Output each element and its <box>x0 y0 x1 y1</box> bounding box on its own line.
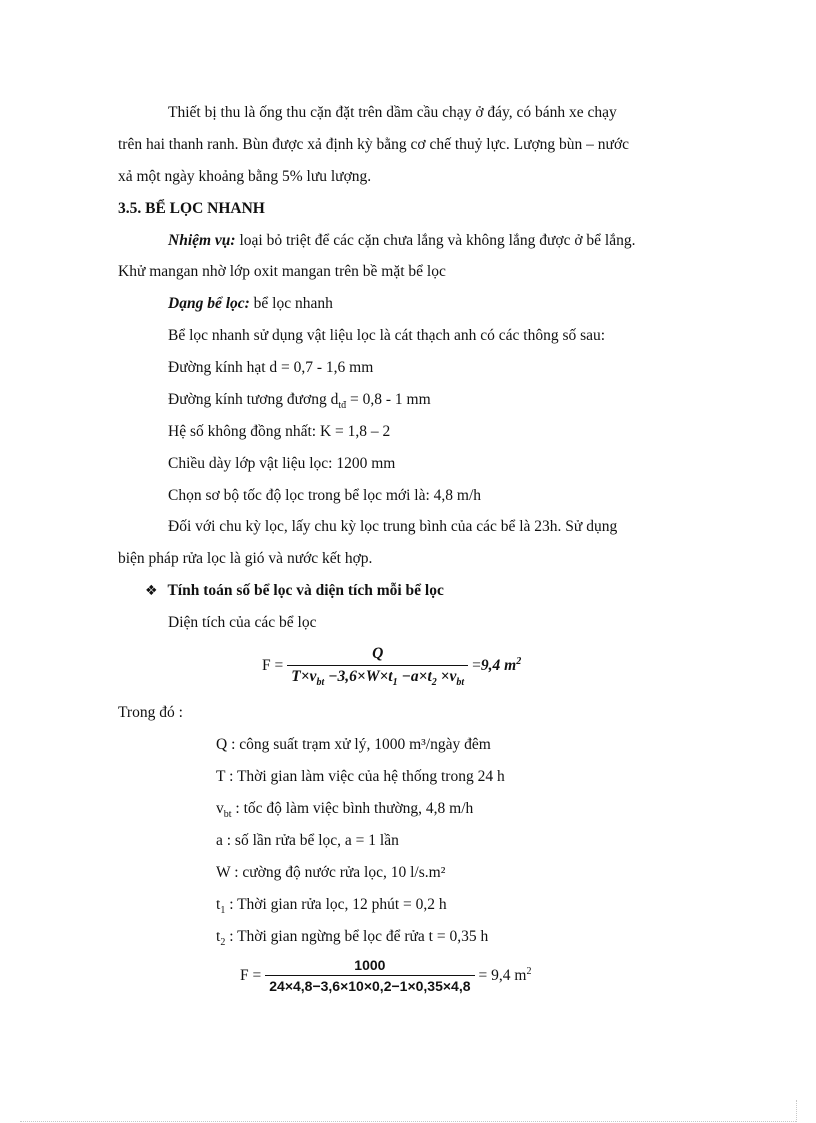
task-line <box>168 231 635 251</box>
spec-filter-speed: Chọn sơ bộ tốc độ lọc trong bể lọc mới là: 4,8 m/h <box>168 487 482 504</box>
specs-intro: Bể lọc nhanh sử dụng vật liệu lọc là cát thạch anh có các thông số sau: <box>168 327 606 344</box>
where-w: W : cường độ nước rửa lọc, 10 l/s.m² <box>216 864 446 881</box>
calc-heading: Tính toán số bể lọc và diện tích mỗi bể lọc <box>167 582 444 599</box>
where-label: Trong đó : <box>118 704 183 721</box>
paragraph-line: Thiết bị thu là ống thu cặn đặt trên dầm cầu chạy ở đáy, có bánh xe chạy <box>168 104 617 121</box>
where-t1: $t_1$ : Thời gian rửa lọc, 12 phút = 0,2 h <box>216 896 447 916</box>
page-edge-line <box>796 1100 797 1122</box>
calc-lhs: F = <box>240 966 262 984</box>
paragraph-line: trên hai thanh ranh. Bùn được xả định kỳ bằng cơ chế thuỷ lực. Lượng bùn – nước <box>118 136 630 153</box>
spec-equiv-diameter <box>168 390 431 410</box>
area-formula <box>262 645 521 686</box>
page-edge-line <box>20 1121 796 1122</box>
spec-equiv-prefix: Đường kính tương đương d <box>168 391 339 408</box>
filter-type-label: Dạng bể lọc: <box>168 295 250 312</box>
area-calculation <box>240 957 531 994</box>
paragraph-line: xả một ngày khoảng bằng 5% lưu lượng. <box>118 168 372 185</box>
calc-fraction <box>265 957 474 994</box>
filter-type-line <box>168 294 333 314</box>
calc-denominator: 24×4,8−3,6×10×0,2−1×0,35×4,8 <box>265 975 474 994</box>
spec-grain-diameter: Đường kính hạt d = 0,7 - 1,6 mm <box>168 359 374 376</box>
where-t: T : Thời gian làm việc của hệ thống trong 24 h <box>216 768 505 785</box>
formula-lhs: F = <box>262 656 284 674</box>
where-vbt: $v_{bt}$ : tốc độ làm việc bình thường, 4,8 m/h <box>216 800 474 820</box>
formula-fraction <box>287 645 468 686</box>
cycle-line: Đối với chu kỳ lọc, lấy chu kỳ lọc trung bình của các bể là 23h. Sử dụng <box>168 518 618 535</box>
calc-result: = 9,4 $m^2$ <box>478 965 532 984</box>
formula-denominator: $T\times v_{bt} -3,6\times W\times t_1 -a\times t_2 \times v_{bt}$ <box>287 665 468 686</box>
formula-equals: = <box>472 656 481 674</box>
formula-result: 9,4 $m^2$ <box>480 655 522 674</box>
section-heading: 3.5. BỂ LỌC NHANH <box>118 200 265 217</box>
formula-numerator: Q <box>372 645 384 662</box>
diamond-bullet-icon: ❖ <box>145 583 158 599</box>
task-line-2: Khử mangan nhờ lớp oxit mangan trên bề mặt bể lọc <box>118 263 446 280</box>
spec-equiv-sub: tđ <box>338 400 347 411</box>
calc-numerator: 1000 <box>354 957 386 973</box>
area-label: Diện tích của các bể lọc <box>168 614 317 631</box>
task-text: loại bỏ triệt để các cặn chưa lắng và không lắng được ở bể lắng. <box>235 232 636 249</box>
filter-type-value: bể lọc nhanh <box>249 295 333 312</box>
spec-nonuniformity: Hệ số không đồng nhất: K = 1,8 – 2 <box>168 423 391 440</box>
spec-layer-thickness: Chiều dày lớp vật liệu lọc: 1200 mm <box>168 455 396 472</box>
where-a: a : số lần rửa bể lọc, a = 1 lần <box>216 832 399 849</box>
spec-equiv-suffix: = 0,8 - 1 mm <box>346 391 431 408</box>
where-q: Q : công suất trạm xử lý, 1000 m³/ngày đêm <box>216 736 491 753</box>
where-t2: $t_2$ : Thời gian ngừng bể lọc để rửa t = 0,35 h <box>216 928 489 948</box>
cycle-line-2: biện pháp rửa lọc là gió và nước kết hợp. <box>118 550 373 567</box>
task-label: Nhiệm vụ: <box>168 232 236 249</box>
calc-heading-line <box>145 581 444 601</box>
